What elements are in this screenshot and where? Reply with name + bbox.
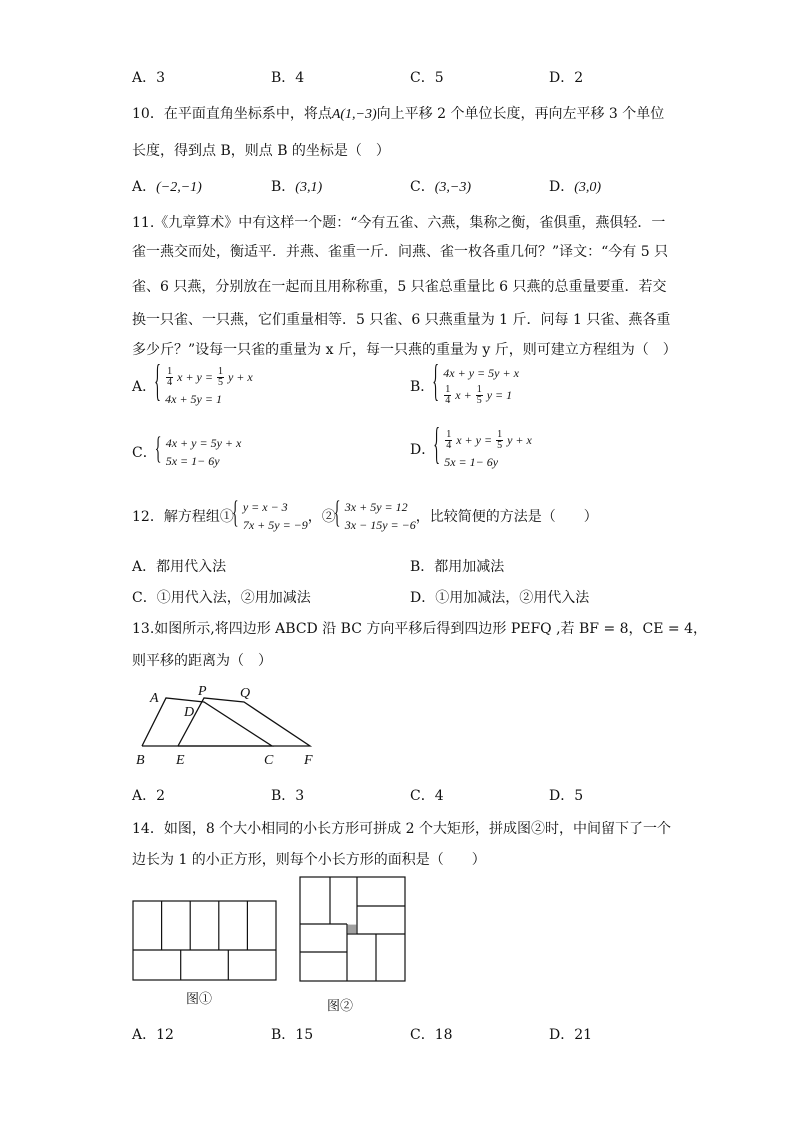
label-e: E (176, 753, 185, 768)
q13-option-a: A．2 (132, 788, 166, 804)
label-d: D (184, 705, 195, 720)
q11-stem-line5: 多少斤？”设每一只雀的重量为 x 斤，每一只燕的重量为 y 斤，则可建立方程组为（ ） (132, 342, 677, 358)
q11-stem-line1: 11.《九章算术》中有这样一个题：“今有五雀、六燕，集称之衡，雀俱重，燕俱轻．一 (132, 215, 666, 231)
q12-option-b: B．都用加减法 (410, 559, 505, 575)
q14-option-b: B．15 (271, 1027, 314, 1043)
q9-option-b: B．4 (271, 70, 305, 86)
q14-option-c: C．18 (410, 1027, 453, 1043)
label-p: P (198, 684, 207, 699)
q14-option-a: A．12 (132, 1027, 174, 1043)
q13-stem-line2: 则平移的距离为（ ） (132, 653, 272, 669)
q11-option-c-system: { 4x + y = 5y + x 5x = 1− 6y (157, 434, 242, 470)
label-f: F (304, 753, 313, 768)
q9-option-d: D．2 (549, 70, 584, 86)
q11-stem-line3: 雀、6 只燕，分别放在一起而且用称称重，5 只雀总重量比 6 只燕的总重量要重．若交 (132, 279, 667, 295)
q10-option-a: A．(−2,−1) (132, 179, 202, 195)
q13-translation-diagram (130, 680, 330, 770)
q12-system-1: { y = x − 3 7x + 5y = −9 (234, 498, 308, 534)
q14-option-d: D．21 (549, 1027, 593, 1043)
q13-option-c: C．4 (410, 788, 444, 804)
q12-option-c: C．①用代入法，②用加减法 (132, 590, 311, 606)
small-square (348, 925, 357, 934)
q10-option-c: C．(3,−3) (410, 179, 471, 195)
q11-stem-line2: 雀一燕交而处，衡适平．并燕、雀重一斤．问燕、雀一枚各重几何？”译文：“今有 5 只 (132, 244, 669, 260)
q10-stem-line2: 长度，得到点 B，则点 B 的坐标是（ ） (132, 143, 390, 159)
q11-option-b: B． { 4x + y = 5y + x $\frac{1}{4}$ x + $\frac{1}{5}$ y = 1 (410, 364, 519, 408)
label-c: C (264, 753, 274, 768)
q11-stem-line4: 换一只雀、一只燕，它们重量相等．5 只雀、6 只燕重量为 1 斤．问每 1 只雀、燕各重 (132, 312, 671, 328)
q9-option-c: C．5 (410, 70, 444, 86)
q11-option-a-system: { $\frac{1}{4}$ x + y = $\frac{1}{5}$ y + x 4x + 5y = 1 (156, 364, 253, 408)
label-b: B (136, 753, 145, 768)
q11-option-d: D． { $\frac{1}{4}$ x + y = $\frac{1}{5}$ y + x 5x = 1− 6y (410, 427, 532, 471)
q14-figure-2 (299, 876, 407, 982)
q9-option-a: A．3 (132, 70, 166, 86)
q13-option-d: D．5 (549, 788, 584, 804)
quadrilateral-abcd (142, 698, 272, 746)
label-a: A (150, 691, 159, 706)
quadrilateral-pefq (178, 698, 310, 746)
q10-option-b: B．(3,1) (271, 179, 323, 195)
q14-figure-1-caption: 图① (186, 992, 213, 1007)
q12-option-d: D．①用加减法，②用代入法 (410, 590, 590, 606)
q11-option-b-system: { 4x + y = 5y + x $\frac{1}{4}$ x + $\frac{1}{5}$ y = 1 (434, 364, 519, 408)
q10-point: A(1,−3) (331, 107, 377, 122)
q13-stem-line1: 13.如图所示,将四边形 ABCD 沿 BC 方向平移后得到四边形 PEFQ ,若 BF = 8，CE = 4， (132, 621, 708, 637)
q12-system-2: { 3x + 5y = 12 3x − 15y = −6 (336, 498, 416, 534)
q10-stem-line1: 10．在平面直角坐标系中，将点A(1,−3)向上平移 2 个单位长度，再向左平移 3 个单位 (132, 106, 665, 122)
q11-option-c: C． { 4x + y = 5y + x 5x = 1− 6y (132, 434, 241, 470)
q10-option-d: D．(3,0) (549, 179, 602, 195)
q14-stem-line1: 14．如图，8 个大小相同的小长方形可拼成 2 个大矩形，拼成图②时，中间留下了一个 (132, 821, 671, 837)
q13-option-b: B．3 (271, 788, 305, 804)
q11-option-a: A． { $\frac{1}{4}$ x + y = $\frac{1}{5}$ y + x 4x + 5y = 1 (132, 364, 253, 408)
q14-stem-line2: 边长为 1 的小正方形，则每个小长方形的面积是（ ） (132, 852, 486, 868)
q11-option-d-system: { $\frac{1}{4}$ x + y = $\frac{1}{5}$ y + x 5x = 1− 6y (435, 427, 532, 471)
q14-figure-1 (132, 900, 278, 982)
label-q: Q (240, 686, 251, 701)
q14-figure-2-caption: 图② (327, 999, 354, 1014)
q12-option-a: A．都用代入法 (132, 559, 227, 575)
q12-stem: 12．解方程组① { y = x − 3 7x + 5y = −9 ，② { 3x + 5y = 12 3x − 15y = −6 ，比较简便的方法是（ ） (132, 498, 598, 534)
